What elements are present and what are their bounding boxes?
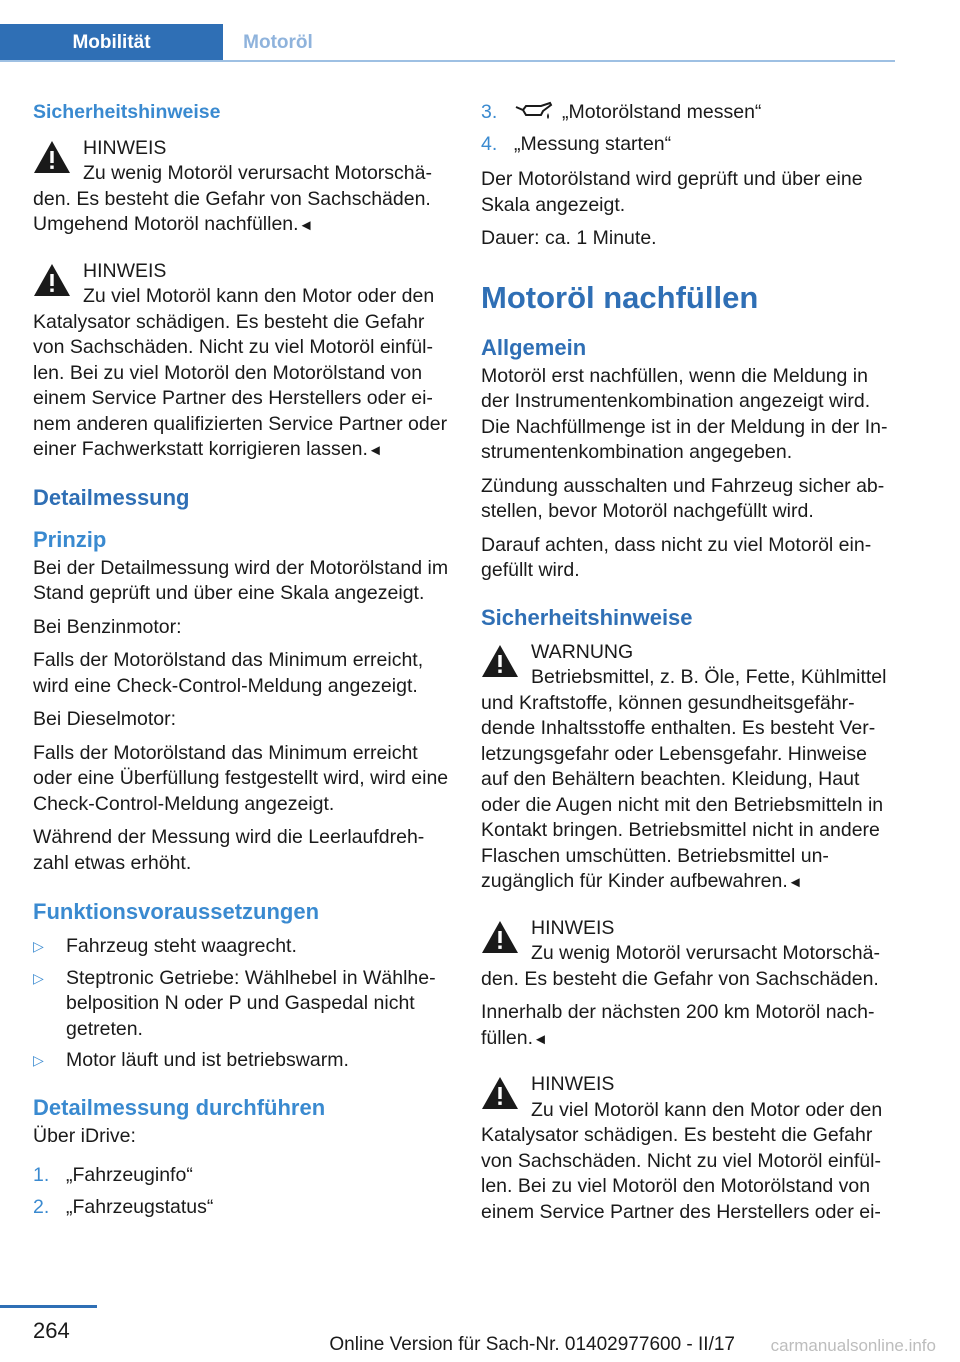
- footer-divider: [0, 1305, 97, 1308]
- paragraph: Motoröl erst nachfüllen, wenn die Meldung in der Instrumentenkombination angezeigt wird. Die Nachfüllmenge ist in der Meldung in der Instrumentenkombination angegeben.: [481, 364, 888, 463]
- left-column: [33, 100, 453, 1230]
- subheading-sicherheitshinweise: Sicherheitshinweise: [481, 604, 693, 630]
- requirements-list: [33, 934, 453, 1074]
- warning-label: HINWEIS: [83, 136, 167, 159]
- end-mark: ◄: [533, 1030, 548, 1048]
- warning-text: Innerhalb der nächsten 200 km Motoröl nachfüllen.: [481, 1001, 875, 1049]
- steps-list: [481, 100, 896, 157]
- warning-label: HINWEIS: [83, 259, 167, 282]
- warning-block: [481, 916, 896, 1053]
- paragraph: Während der Messung wird die Leerlaufdrehzahl etwas erhöht.: [33, 826, 425, 874]
- triangle-bullet-icon: ▷: [33, 938, 44, 954]
- tab-mobilitaet[interactable]: Mobilität: [0, 24, 223, 60]
- warning-first-line: Zu wenig Motoröl verursacht Motorschä-: [83, 162, 432, 184]
- section-heading-motoroel-nachfuellen: Motoröl nachfüllen: [481, 279, 759, 315]
- list-item: ▷ Motor läuft und ist betriebswarm.: [33, 1048, 453, 1074]
- header-tabbar: [0, 24, 895, 62]
- warning-block: [481, 640, 896, 896]
- right-column: [481, 100, 896, 1245]
- tab-motoroel[interactable]: Motoröl: [223, 24, 333, 60]
- warning-triangle-icon: [481, 920, 519, 954]
- paragraph: Falls der Motorölstand das Minimum erreicht, wird eine Check-Control-Meldung angezeigt.: [33, 649, 424, 697]
- warning-text: den. Es besteht die Gefahr von Sachschäden.: [481, 967, 879, 990]
- paragraph: Der Motorölstand wird geprüft und über eine Skala angezeigt.: [481, 168, 863, 216]
- list-item: ▷ Steptronic Getriebe: Wählhebel in Wählhebelposition N oder P und Gaspedal nicht getreten.: [33, 966, 436, 1040]
- warning-text: und Kraftstoffe, können gesundheitsgefährdende Inhaltsstoffe enthalten. Es besteht Verletzungsgefahr oder Lebensgefahr. Hinweise auf den Behältern beachten. Kleidung, Haut oder die Augen nicht mit den Betriebsmitteln in Kontakt bringen. Betriebsmittel nicht in andere Flaschen umschütten. Betriebsmittel unzugänglich für Kinder aufbewahren.: [481, 691, 884, 892]
- oil-can-icon: [514, 101, 554, 121]
- warning-first-line: Betriebsmittel, z. B. Öle, Fette, Kühlmittel: [531, 666, 887, 688]
- warning-label: HINWEIS: [531, 916, 615, 939]
- list-item: 4. „Messung starten“: [481, 132, 672, 155]
- warning-triangle-icon: [481, 1076, 519, 1110]
- subheading-allgemein: Allgemein: [481, 334, 587, 360]
- warning-triangle-icon: [481, 644, 519, 678]
- warning-block: [481, 1072, 896, 1225]
- subheading-detailmessung-durchfuehren: Detailmessung durchführen: [33, 1094, 326, 1120]
- triangle-bullet-icon: ▷: [33, 1052, 44, 1068]
- watermark: carmanualsonline.info: [770, 1336, 936, 1355]
- list-item: 1. „Fahrzeuginfo“: [33, 1164, 193, 1186]
- warning-first-line: Zu wenig Motoröl verursacht Motorschä-: [531, 942, 880, 964]
- warning-triangle-icon: [33, 263, 71, 297]
- end-mark: ◄: [787, 874, 803, 891]
- section-heading-detailmessung: Detailmessung: [33, 484, 190, 510]
- warning-text: Katalysator schädigen. Es besteht die Gefahr von Sachschäden. Nicht zu viel Motoröl einfüllen. Bei zu viel Motoröl den Motorölstand von einem Service Partner des Herstellers oder ei-: [481, 1124, 881, 1223]
- warning-text: Katalysator schädigen. Es besteht die Gefahr von Sachschäden. Nicht zu viel Motoröl einfüllen. Bei zu viel Motoröl den Motorölstand von einem Service Partner des Herstellers oder einem anderen qualifizierten Service Partner oder einer Fachwerkstatt korrigieren lassen.: [33, 310, 448, 460]
- paragraph: Bei Dieselmotor:: [33, 708, 177, 730]
- steps-list: [33, 1163, 453, 1220]
- end-mark: ◄: [298, 217, 314, 234]
- paragraph: Darauf achten, dass nicht zu viel Motoröl eingefüllt wird.: [481, 533, 872, 581]
- paragraph: Über iDrive:: [33, 1124, 136, 1147]
- paragraph: Bei der Detailmessung wird der Motorölstand im Stand geprüft und über eine Skala angezeigt.: [33, 556, 449, 604]
- warning-first-line: Zu viel Motoröl kann den Motor oder den: [83, 285, 435, 307]
- warning-label: WARNUNG: [531, 640, 634, 663]
- triangle-bullet-icon: ▷: [33, 969, 44, 986]
- list-item: 3. „Motorölstand messen“: [481, 101, 762, 123]
- warning-block: [33, 136, 453, 239]
- list-item: 2. „Fahrzeugstatus“: [33, 1195, 214, 1218]
- paragraph: Bei Benzinmotor:: [33, 615, 182, 638]
- list-item: ▷ Fahrzeug steht waagrecht.: [33, 934, 453, 960]
- end-mark: ◄: [367, 442, 383, 459]
- header-divider: [0, 60, 895, 62]
- online-version-text: Online Version für Sach-Nr. 01402977600 - II/17: [329, 1334, 735, 1355]
- warning-triangle-icon: [33, 140, 71, 174]
- paragraph: Zündung ausschalten und Fahrzeug sicher abstellen, bevor Motoröl nachgefüllt wird.: [481, 474, 885, 522]
- subheading-prinzip: Prinzip: [33, 526, 107, 552]
- warning-text: den. Es besteht die Gefahr von Sachschäden. Umgehend Motoröl nachfüllen.: [33, 187, 431, 235]
- warning-block: [33, 259, 453, 464]
- paragraph: Dauer: ca. 1 Minute.: [481, 227, 657, 249]
- safety-heading-left: Sicherheitshinweise: [33, 101, 221, 123]
- page-number: 264: [33, 1318, 70, 1343]
- subheading-funktionsvoraussetzungen: Funktionsvoraussetzungen: [33, 899, 320, 924]
- warning-first-line: Zu viel Motoröl kann den Motor oder den: [531, 1098, 883, 1121]
- paragraph: Falls der Motorölstand das Minimum erreicht oder eine Überfüllung festgestellt wird, wird eine Check-Control-Meldung angezeigt.: [33, 741, 449, 815]
- warning-label: HINWEIS: [531, 1073, 615, 1095]
